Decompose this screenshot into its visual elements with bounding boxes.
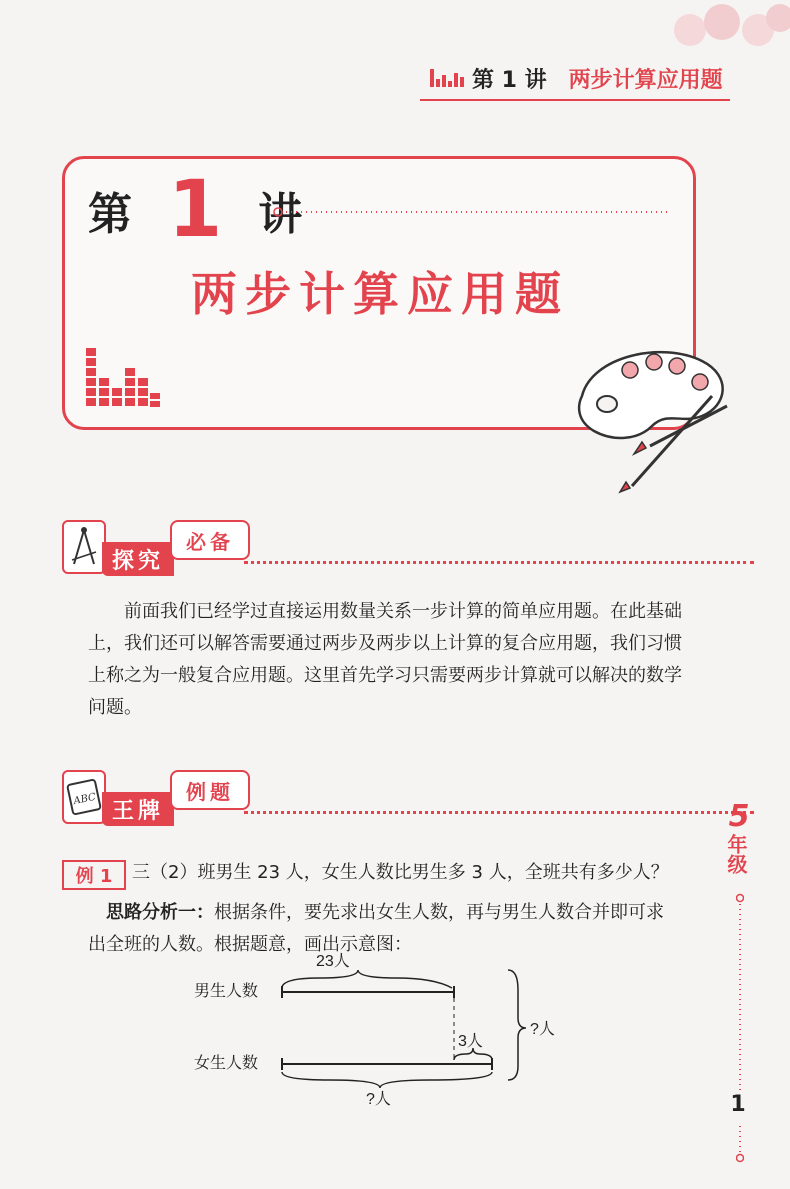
header-title: 两步计算应用题 <box>568 67 723 93</box>
header-rule <box>420 99 730 101</box>
page-number: 1 <box>730 1092 746 1117</box>
lesson-title: 两步计算应用题 <box>191 267 569 321</box>
text-line: 上，我们还可以解答需要通过两步及两步以上计算的复合应用题，我们习惯 <box>88 633 682 654</box>
lesson-label <box>88 165 303 255</box>
bar-chart-icon <box>86 348 160 410</box>
lesson-di: 第 <box>88 189 132 240</box>
text-line: 前面我们已经学过直接运用数量关系一步计算的简单应用题。在此基础 <box>124 601 682 622</box>
line-segment-diagram <box>190 950 570 1110</box>
right-brace <box>508 970 526 1080</box>
lesson-jiang: 讲 <box>258 189 303 240</box>
section-header-explore <box>62 520 762 580</box>
analysis-label: 思路分析一： <box>106 902 214 923</box>
grade-number: 5 <box>728 799 750 834</box>
bottom-brace <box>282 1072 492 1088</box>
bar-chart-icon <box>430 69 464 87</box>
lesson-number: 1 <box>168 165 223 255</box>
compass-icon <box>62 520 106 574</box>
side-dotted-line <box>736 1124 744 1164</box>
running-header <box>430 58 723 98</box>
bottom-value-label: ?人 <box>366 1091 391 1108</box>
top-value-label: 23人 <box>316 953 350 970</box>
boys-label: 男生人数 <box>194 983 259 1000</box>
section-tab-sub: 必备 <box>170 520 250 560</box>
section-tab-main: 王牌 <box>102 792 174 826</box>
analysis-text-1: 根据条件，要先求出女生人数，再与男生人数合并即可求 <box>214 902 664 923</box>
svg-text:ABC: ABC <box>72 791 97 808</box>
dotted-divider <box>272 207 667 217</box>
abc-book-icon <box>62 770 106 824</box>
analysis-text-2: 出全班的人数。根据题意，画出示意图： <box>88 934 412 955</box>
girls-label: 女生人数 <box>194 1055 259 1072</box>
text-line: 问题。 <box>88 697 142 718</box>
extra-value-label: 3人 <box>458 1033 483 1050</box>
example-badge: 例 1 <box>62 860 126 890</box>
dotted-divider <box>244 558 754 564</box>
section-header-example <box>62 770 762 830</box>
header-lesson-number: 第 1 讲 <box>472 67 547 93</box>
top-brace <box>282 970 452 988</box>
section-tab-sub: 例题 <box>170 770 250 810</box>
grade-text: 年级 <box>724 834 748 874</box>
side-dotted-line <box>736 892 744 1092</box>
example-question: 三（2）班男生 23 人，女生人数比男生多 3 人，全班共有多少人？ <box>132 862 669 883</box>
text-line: 上称之为一般复合应用题。这里首先学习只需要两步计算就可以解决的数学 <box>88 665 682 686</box>
section-tab-main: 探究 <box>102 542 174 576</box>
total-value-label: ?人 <box>530 1021 555 1038</box>
grade-marker <box>724 800 754 874</box>
paint-palette-illustration <box>572 336 732 494</box>
dotted-divider <box>244 808 754 814</box>
intro-paragraph <box>88 596 694 724</box>
